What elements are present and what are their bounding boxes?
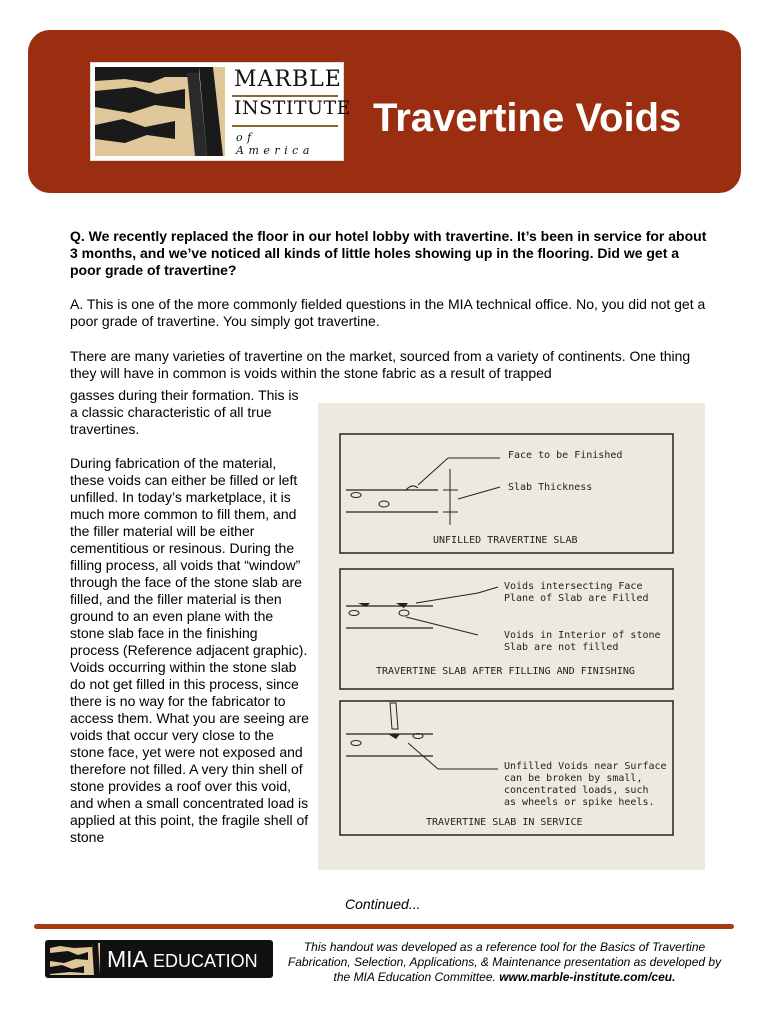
- caption-unfilled-slab: UNFILLED TRAVERTINE SLAB: [433, 535, 578, 546]
- mia-education-wordmark: [107, 946, 258, 973]
- label-service-1: Unfilled Voids near Surface: [504, 761, 667, 772]
- footer-note: [282, 940, 727, 985]
- footer-note-text: This handout was developed as a reference tool for the Basics of Travertine Fabrication, Selection, Applications, & Maintenance presentation as developed by the MIA Education Committee.: [287, 940, 722, 984]
- question-text: Q. We recently replaced the floor in our hotel lobby with travertine. It’s been in service for about 3 months, and we’ve noticed all kinds of little holes showing up in the flooring. Did we get a poor grade of travertine?: [70, 228, 707, 278]
- varieties-paragraph: There are many varieties of travertine on the market, sourced from a variety of continents. One thing they will have in common is voids within the stone fabric as a result of trapped: [70, 348, 691, 381]
- label-voids-interior-2: Slab are not filled: [504, 642, 619, 653]
- label-face-to-be-finished: Face to be Finished: [508, 450, 623, 461]
- caption-in-service-slab: TRAVERTINE SLAB IN SERVICE: [426, 817, 583, 828]
- mia-logo-stone-icon: [48, 940, 104, 978]
- marble-institute-logo[interactable]: [90, 62, 352, 161]
- varieties-paragraph-continued: gasses during their formation. This is a classic characteristic of all true travertines.: [70, 387, 299, 437]
- fabrication-paragraph: During fabrication of the material, these voids can either be filled or left unfilled. In today’s marketplace, it is much more common to fill them, and the filler material will be either cementitious or resinous. During the filling process, all voids that “window” through the face of the stone slab are filled, and the filler material is then ground to an even plane with the stone slab face in the finishing process (Reference adjacent graphic). Voids occurring within the stone slab do not get filled in this process, since there is no way for the fabricator to access them. What you are seeing are voids that occur very close to the stone face, yet were not exposed and therefore not filled. A very thin shell of stone provides a roof over this void, and when a small concentrated load is applied at this point, the fragile shell of stone: [70, 455, 309, 845]
- label-slab-thickness: Slab Thickness: [508, 482, 593, 493]
- label-voids-interior-1: Voids in Interior of stone: [504, 630, 661, 641]
- mia-logo-sub: EDUCATION: [153, 951, 258, 971]
- left-column-text: [70, 387, 310, 863]
- answer-paragraph: A. This is one of the more commonly fielded questions in the MIA technical office. No, you did not get a poor grade of travertine. You simply got travertine.: [70, 296, 706, 329]
- mia-education-logo[interactable]: [45, 940, 273, 978]
- page-title: Travertine Voids: [373, 96, 682, 140]
- logo-line-marble: MARBLE: [234, 67, 342, 92]
- logo-line-america: of America: [236, 131, 314, 157]
- label-voids-filled-2: Plane of Slab are Filled: [504, 593, 649, 604]
- logo-rule: [232, 125, 338, 127]
- caption-filled-slab: TRAVERTINE SLAB AFTER FILLING AND FINISHING: [376, 666, 635, 677]
- label-service-3: concentrated loads, such: [504, 785, 649, 796]
- slab-diagram-figure: [318, 403, 705, 870]
- label-voids-filled-1: Voids intersecting Face: [504, 581, 643, 592]
- header-band: [28, 30, 741, 193]
- label-service-4: as wheels or spike heels.: [504, 797, 655, 808]
- footer-url-link[interactable]: www.marble-institute.com/ceu.: [499, 970, 676, 984]
- mia-logo-main: MIA: [107, 946, 147, 972]
- footer-divider: [34, 924, 734, 929]
- continued-text: Continued...: [345, 896, 421, 912]
- logo-stone-graphic-icon: [95, 67, 225, 156]
- label-service-2: can be broken by small,: [504, 773, 643, 784]
- logo-line-institute: INSTITUTE: [234, 97, 352, 119]
- slab-diagram: [318, 403, 705, 870]
- logo-wordmark: [232, 67, 352, 157]
